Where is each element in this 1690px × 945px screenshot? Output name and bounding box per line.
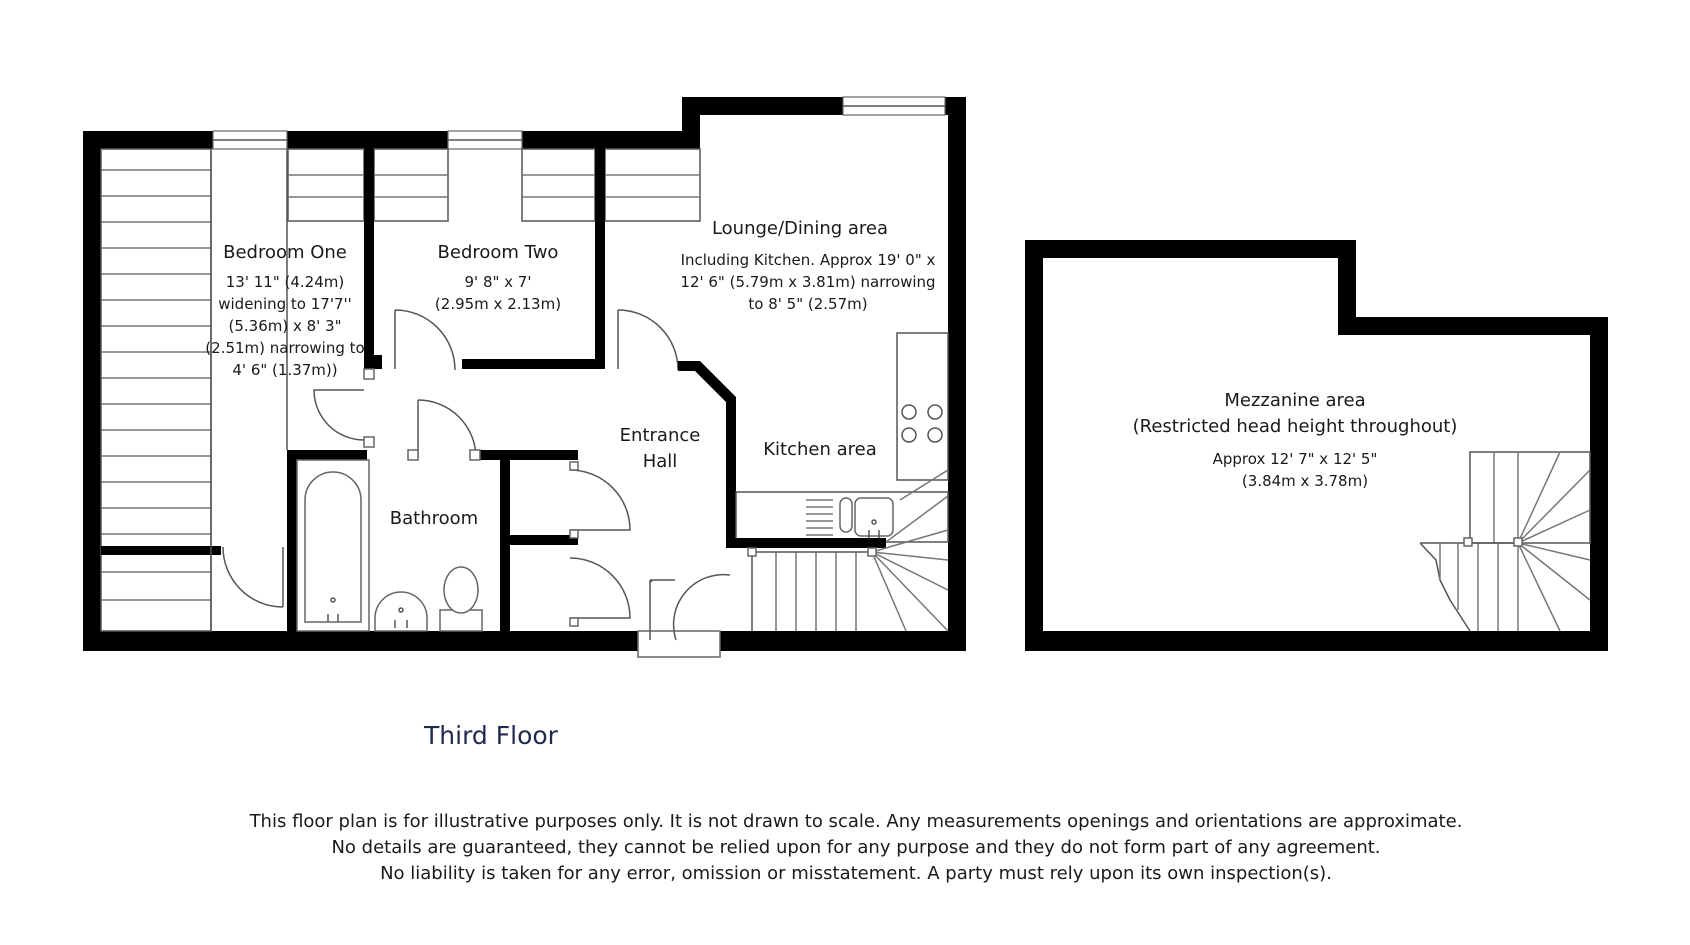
- bath: [297, 460, 369, 631]
- basin: [375, 592, 427, 631]
- room-dimension: 9' 8" x 7': [464, 273, 532, 291]
- disclaimer-line: No liability is taken for any error, omission or misstatement. A party must rely upon its own inspection(s).: [380, 863, 1332, 884]
- outer-wall: [1025, 240, 1356, 258]
- room-name: Mezzanine area: [1224, 390, 1366, 411]
- room-dimension: 12' 6" (5.79m x 3.81m) narrowing: [680, 273, 936, 291]
- room-dimension: (3.84m x 3.78m): [1241, 472, 1369, 490]
- room-dimension: to 8' 5" (2.57m): [748, 295, 868, 313]
- outer-wall: [948, 97, 966, 651]
- wall: [480, 450, 578, 460]
- wall: [595, 149, 605, 369]
- room-name: Entrance: [619, 425, 701, 446]
- wall: [287, 450, 367, 460]
- room-entrance-hall: [620, 425, 701, 472]
- wall: [726, 538, 886, 548]
- wall: [101, 546, 221, 555]
- room-lounge-dining: [680, 218, 935, 313]
- room-kitchen-area: Kitchen area: [763, 439, 877, 460]
- outer-wall: [720, 631, 966, 651]
- outer-wall: [83, 631, 638, 651]
- wall: [364, 149, 374, 359]
- wall: [287, 450, 297, 631]
- room-bedroom-two: [435, 242, 561, 313]
- outer-wall: [1025, 240, 1043, 651]
- door: [570, 558, 630, 618]
- room-name: Bedroom Two: [437, 242, 559, 263]
- wall: [678, 361, 736, 540]
- room-bathroom: Bathroom: [389, 508, 479, 529]
- room-dimension: (5.36m) x 8' 3": [228, 317, 342, 335]
- room-bedroom-one: [205, 242, 364, 379]
- floor-title: Third Floor: [424, 721, 558, 750]
- outer-wall: [1338, 317, 1608, 335]
- entrance-door: [638, 575, 730, 657]
- room-name: Bedroom One: [223, 242, 347, 263]
- room-name: (Restricted head height throughout): [1132, 416, 1458, 437]
- room-dimension: widening to 17'7'': [218, 295, 352, 313]
- door: [618, 310, 678, 370]
- room-dimension: Including Kitchen. Approx 19' 0" x: [680, 251, 936, 269]
- staircase: [1420, 452, 1590, 631]
- room-dimension: (2.95m x 2.13m): [434, 295, 562, 313]
- outer-wall: [1590, 317, 1608, 651]
- eaves-storage: [101, 149, 211, 631]
- wall: [364, 355, 382, 369]
- disclaimer-line: No details are guaranteed, they cannot be relied upon for any purpose and they do not form part of any agreement.: [331, 837, 1381, 858]
- wall: [510, 535, 578, 545]
- door: [223, 547, 283, 607]
- disclaimer-line: This floor plan is for illustrative purposes only. It is not drawn to scale. Any measurements openings and orientations are approximate.: [249, 811, 1463, 832]
- room-dimension: (2.51m) narrowing to: [205, 339, 365, 357]
- kitchen-units: [736, 333, 948, 542]
- outer-wall: [83, 131, 101, 651]
- mezzanine-plan: [1025, 240, 1608, 651]
- room-dimension: Approx 12' 7" x 12' 5": [1212, 450, 1378, 468]
- wall: [462, 359, 605, 369]
- outer-wall: [83, 131, 693, 149]
- third-floor-plan: [83, 97, 966, 657]
- wall: [500, 450, 510, 631]
- room-dimension: 13' 11" (4.24m): [225, 273, 345, 291]
- outer-wall: [1025, 631, 1608, 651]
- room-mezzanine: [1133, 390, 1458, 490]
- door: [395, 310, 455, 370]
- door: [418, 400, 476, 458]
- disclaimer: [249, 811, 1463, 884]
- room-dimension: 4' 6" (1.37m)): [232, 361, 338, 379]
- toilet: [440, 567, 482, 631]
- door: [314, 390, 364, 440]
- room-name: Hall: [642, 451, 678, 472]
- eaves-storage: [288, 149, 700, 221]
- staircase: [748, 470, 948, 631]
- door: [570, 470, 630, 530]
- room-name: Lounge/Dining area: [711, 218, 889, 239]
